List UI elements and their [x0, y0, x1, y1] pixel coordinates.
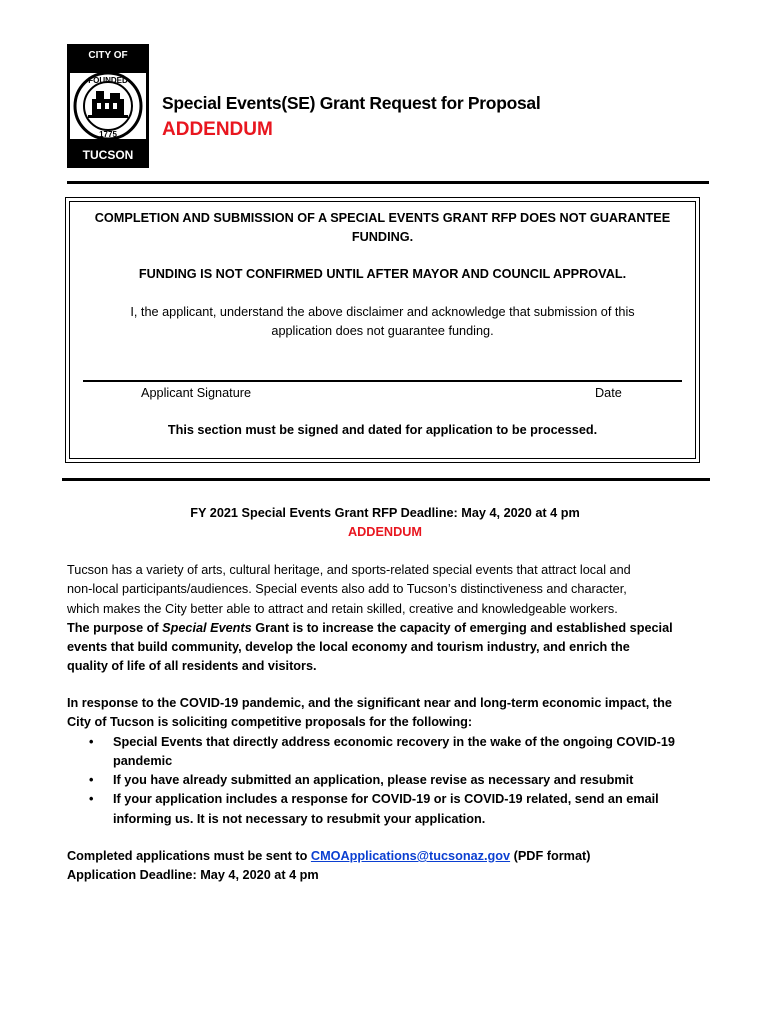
covid-line-2: City of Tucson is soliciting competitive proposals for the following: [67, 715, 473, 730]
intro-paragraph [67, 561, 717, 677]
bullet-icon: • [89, 734, 94, 749]
addendum-label: ADDENDUM [347, 525, 422, 539]
acknowledgement-line-1: I, the applicant, understand the above disclaimer and acknowledge that submission of this [130, 305, 635, 319]
bullet-3-line-2: informing us. It is not necessary to resubmit your application. [113, 811, 486, 826]
date-label: Date [595, 386, 622, 400]
purpose-line-1 [67, 619, 717, 638]
addendum-heading: ADDENDUM [162, 119, 273, 140]
bullet-icon: • [89, 792, 94, 807]
funding-notice: FUNDING IS NOT CONFIRMED UNTIL AFTER MAYOR AND COUNCIL APPROVAL. [138, 267, 627, 281]
box-divider [62, 478, 710, 481]
purpose-line-3: quality of life of all residents and visitors. [67, 659, 317, 674]
svg-text:FOUNDED: FOUNDED [88, 76, 128, 85]
list-item [67, 733, 717, 772]
disclaimer-box-inner [69, 201, 696, 459]
svg-text:CITY OF: CITY OF [88, 50, 128, 61]
deadline-heading: FY 2021 Special Events Grant RFP Deadline: May 4, 2020 at 4 pm [190, 506, 580, 520]
intro-line-1: Tucson has a variety of arts, cultural heritage, and sports-related special events that attract local and [67, 563, 631, 577]
submission-suffix: (PDF format) [510, 849, 591, 863]
purpose-prefix: The purpose of [67, 620, 163, 635]
covid-bullet-list [67, 733, 717, 829]
purpose-line-2: events that build community, develop the local economy and tourism industry, and enrich the [67, 640, 630, 655]
intro-line-2: non-local participants/audiences. Special events also add to Tucson’s distinctiveness and character, [67, 582, 627, 597]
covid-paragraph [67, 694, 717, 829]
list-item [67, 771, 717, 790]
bullet-1-line-1: Special Events that directly address economic recovery in the wake of the ongoing COVID-19 [113, 734, 675, 749]
final-deadline: Application Deadline: May 4, 2020 at 4 pm [67, 868, 319, 883]
city-of-tucson-logo [67, 44, 149, 168]
svg-text:1775: 1775 [99, 130, 117, 139]
bullet-2-line-1: If you have already submitted an application, please revise as necessary and resubmit [113, 773, 634, 788]
bullet-icon: • [89, 773, 94, 788]
email-link[interactable]: CMOApplications@tucsonaz.gov [310, 849, 511, 863]
city-seal-icon [70, 47, 146, 165]
intro-line-3: which makes the City better able to attract and retain skilled, creative and knowledgeable workers. [67, 601, 618, 616]
bullet-3-line-1: If your application includes a response for COVID-19 or is COVID-19 related, send an email [113, 792, 659, 807]
purpose-suffix: Grant is to increase the capacity of emerging and established special [251, 620, 673, 635]
purpose-italic: Special Events [162, 620, 252, 635]
svg-text:TUCSON: TUCSON [82, 148, 134, 162]
disclaimer-box [65, 197, 700, 463]
submission-line [67, 847, 717, 866]
header-divider [67, 181, 709, 184]
submission-paragraph [67, 847, 717, 886]
acknowledgement-line-2: application does not guarantee funding. [271, 324, 494, 338]
signed-notice: This section must be signed and dated for application to be processed. [167, 423, 598, 437]
signature-line[interactable] [83, 380, 682, 382]
page-title: Special Events(SE) Grant Request for Proposal [162, 93, 541, 113]
disclaimer-line-2: FUNDING. [351, 230, 414, 244]
submission-prefix: Completed applications must be sent to [67, 849, 311, 863]
applicant-signature-label: Applicant Signature [141, 386, 252, 400]
list-item [67, 790, 717, 829]
bullet-1-line-2: pandemic [113, 753, 173, 768]
disclaimer-line-1: COMPLETION AND SUBMISSION OF A SPECIAL EVENTS GRANT RFP DOES NOT GUARANTEE [94, 211, 671, 225]
covid-line-1: In response to the COVID-19 pandemic, and the significant near and long-term economic impact, the [67, 696, 672, 710]
